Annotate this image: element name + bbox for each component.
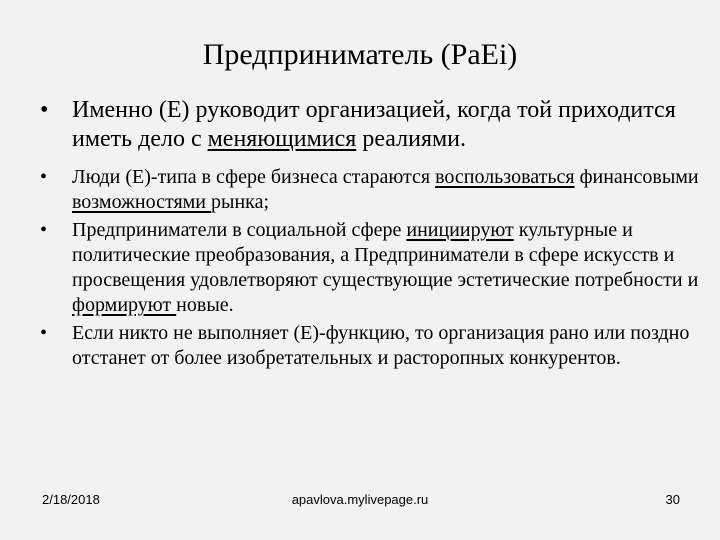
bullet-item-1: • Именно (E) руководит организацией, когда той приходится иметь дело с меняющимися реалиями.: [40, 97, 676, 152]
bullet-item-4: • Если никто не выполняет (E)-функцию, то организация рано или поздно отстанет от более изобретательных и расторопных конкурентов.: [40, 322, 690, 369]
slide-title: Предприниматель (PaEi): [202, 38, 518, 71]
bullet-marker: •: [40, 166, 48, 188]
underlined-word: возможностями: [72, 191, 212, 213]
underlined-word: воспользоваться: [435, 166, 575, 188]
bullet-marker: •: [40, 97, 49, 123]
underlined-word: формируют: [72, 294, 177, 316]
footer-site: apavlova.mylivepage.ru: [291, 492, 429, 507]
footer-page-number: 30: [665, 492, 680, 507]
bullet-marker: •: [40, 219, 48, 241]
bullet-list: [22, 96, 702, 374]
footer-date: 2/18/2018: [42, 492, 100, 507]
underlined-word: меняющимися: [207, 126, 357, 152]
bullet-marker: •: [40, 322, 48, 344]
underlined-word: инициируют: [406, 219, 514, 241]
bullet-item-3: • Предприниматели в социальной сфере инициируют культурные и политические преобразования, а Предприниматели в сфере искусств и просвещения удовлетворяют существующие эстетические потребности и формируют новые.: [40, 219, 699, 316]
bullet-item-2: • Люди (E)-типа в сфере бизнеса стараются воспользоваться финансовыми возможностями рынка;: [40, 166, 699, 213]
